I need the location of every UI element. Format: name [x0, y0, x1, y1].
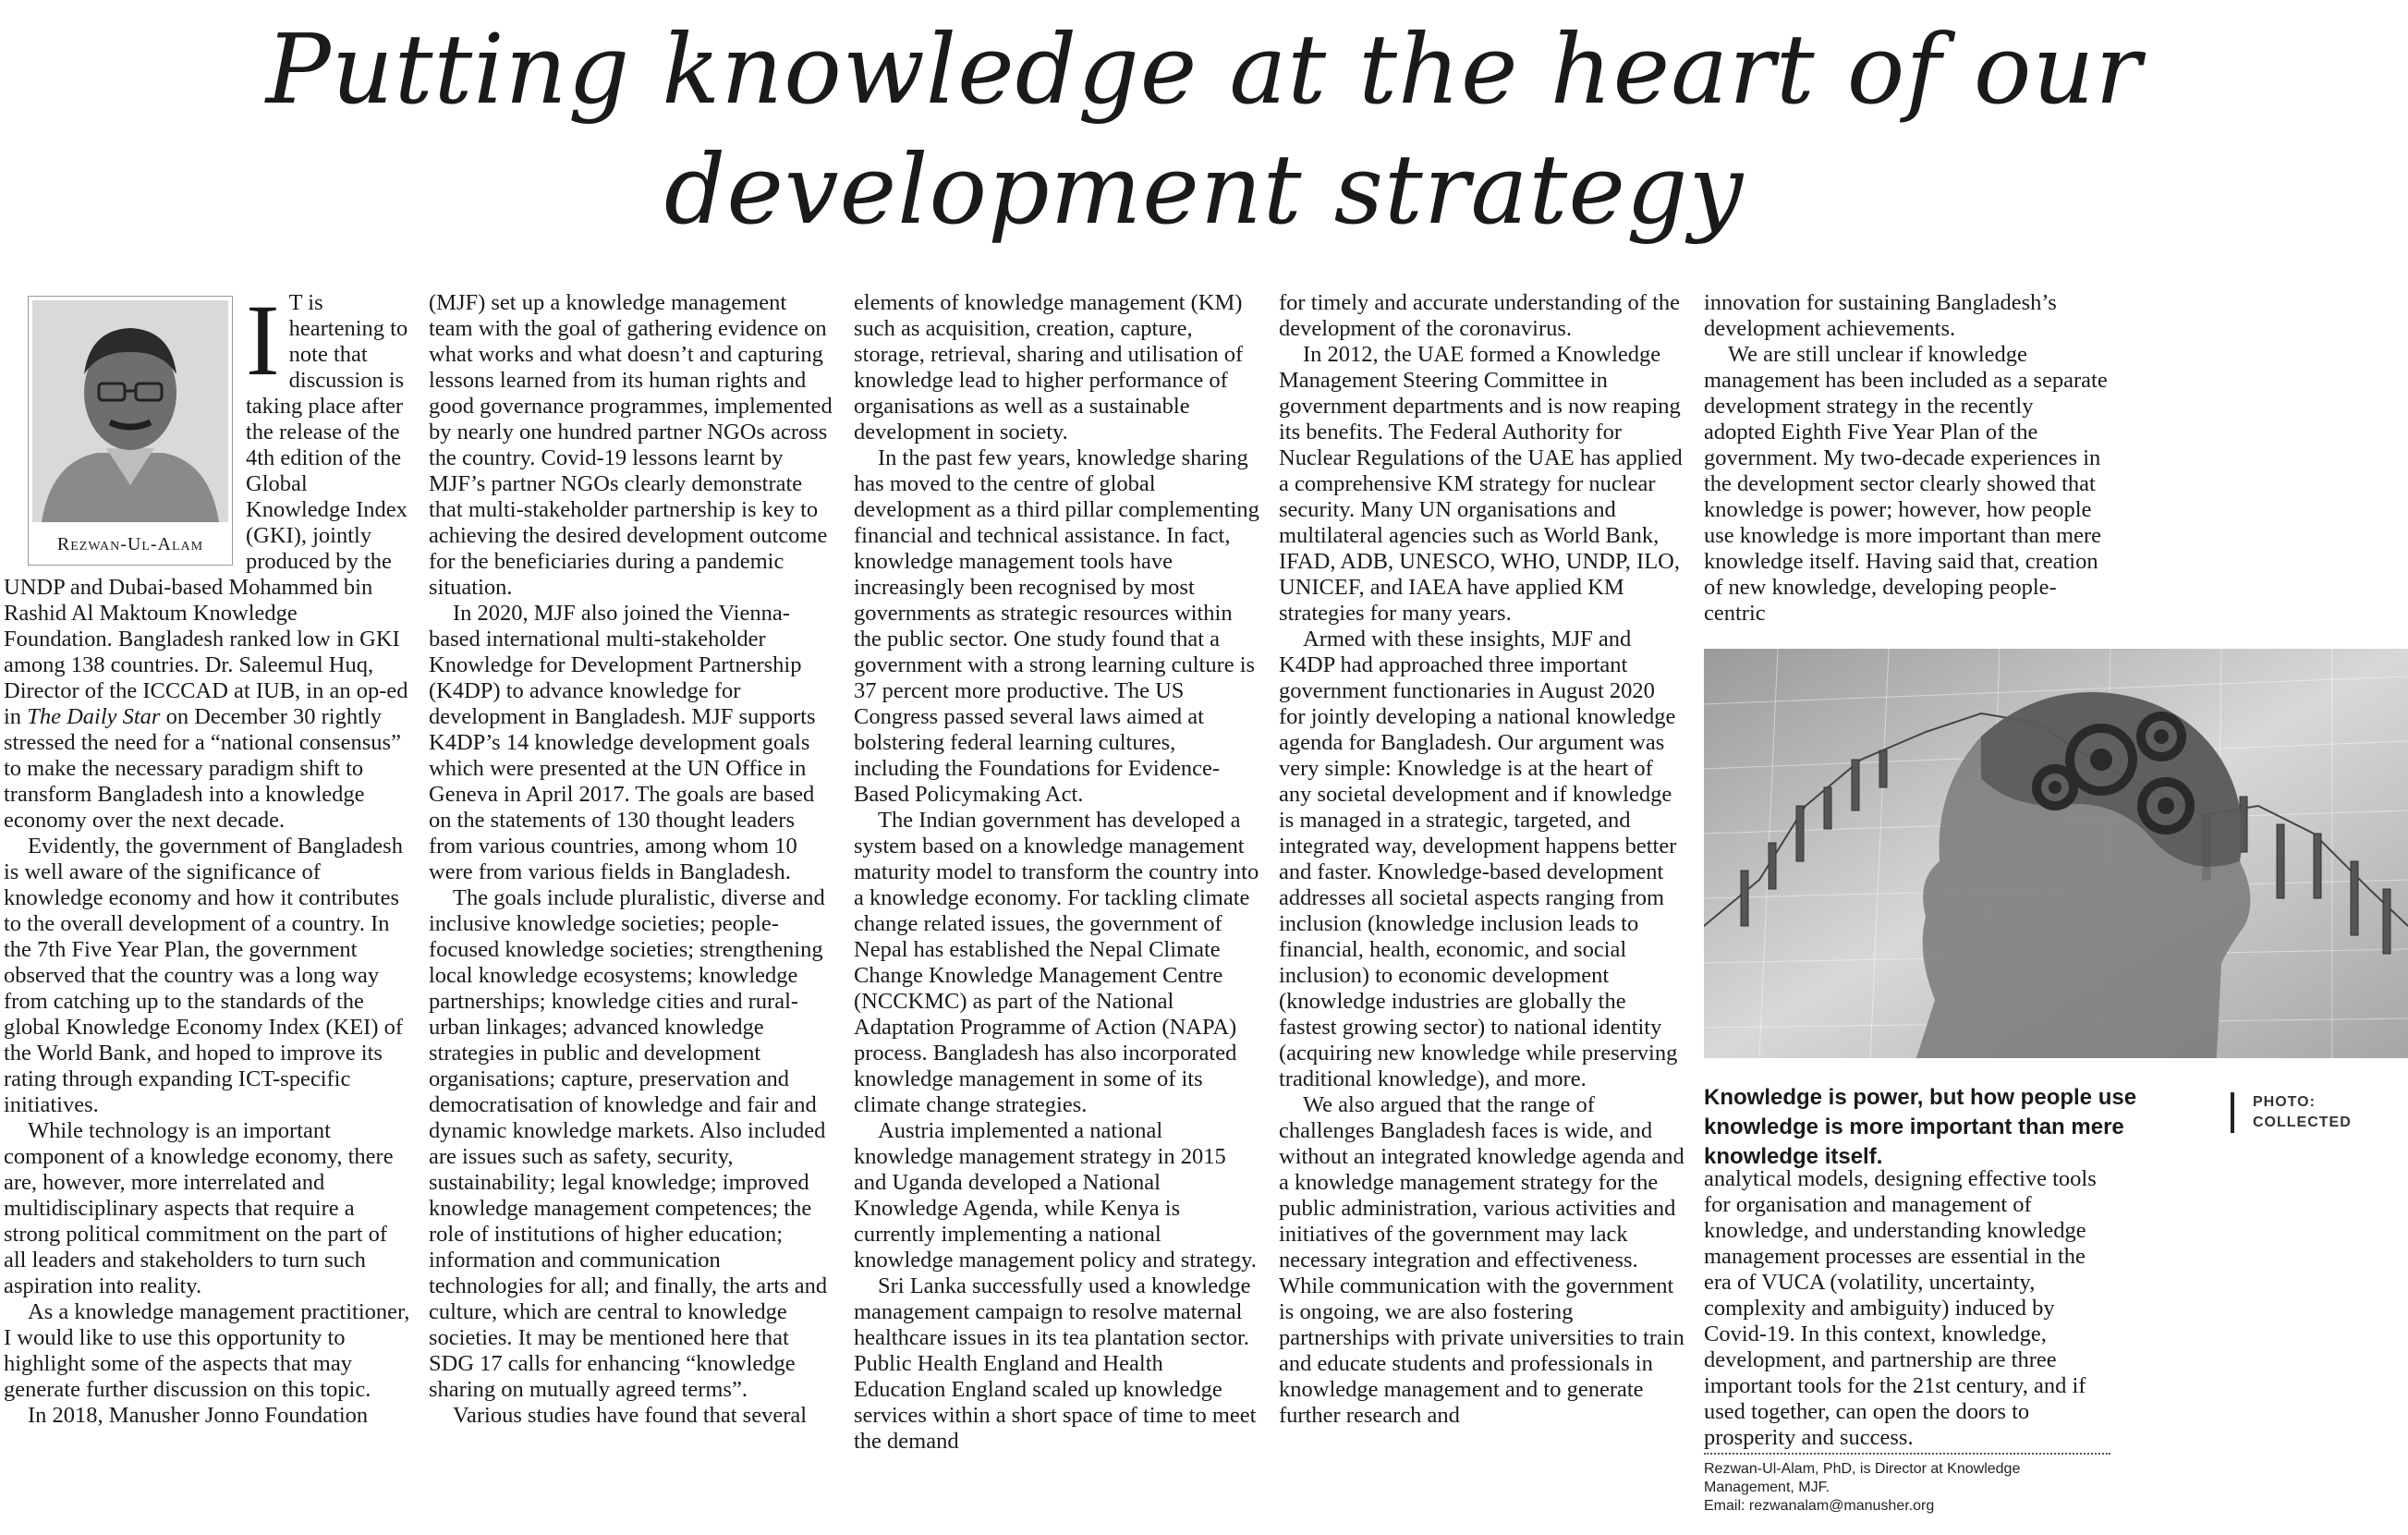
newspaper-name: The Daily Star [27, 704, 161, 729]
photo-credit [2231, 1092, 2408, 1133]
article-column-2 [429, 290, 835, 1429]
paragraph: elements of knowledge management (KM) such as acquisition, creation, capture, storage, retrieval, sharing and utilisation of knowledge lead to higher performance of organisations as well as a sustainable development in society. [854, 290, 1244, 445]
paragraph: (MJF) set up a knowledge management team with the goal of gathering evidence on what works and what doesn’t and capturing lessons learned from its human rights and good governance programmes, implemented by nearly one hundred partner NGOs across the country. Covid-19 lessons learnt by MJF’s partner NGOs clearly demonstrate that multi-stakeholder partnership is key to achieving the desired development outcome for the beneficiaries during a pandemic situation. [429, 290, 833, 600]
paragraph: The goals include pluralistic, diverse and inclusive knowledge societies; people-focused knowledge societies; strengthening local knowledge ecosystems; knowledge partnerships; knowledge cities and rural-urban linkages; advanced knowledge strategies in public and development organisations; capture, preservation and democratisation of knowledge and fair and dynamic knowledge markets. Also included are issues such as safety, security, sustainability; legal knowledge; improved knowledge management competences; the role of institutions of higher education; information and communication technologies for all; and finally, the arts and culture, which are central to knowledge societies. It may be mentioned here that SDG 17 calls for enhancing “knowledge sharing on mutually agreed terms”. [429, 885, 828, 1402]
paragraph: We also argued that the range of challenges Bangladesh faces is wide, and without an integrated knowledge agenda and a knowledge management strategy for the public administration, various activities and initiatives of the government may lack necessary integration and effectiveness. While communication with the government is ongoing, we are also fostering partnerships with private universities to train and educate students and professionals in knowledge management and to generate further research and [1279, 1092, 1684, 1428]
photo-credit-label: PHOTO: [2253, 1094, 2316, 1110]
author-portrait-icon [32, 300, 228, 522]
paragraph: for timely and accurate understanding of the development of the coronavirus. [1279, 290, 1681, 341]
headline-line-2: development strategy [663, 133, 1745, 246]
paragraph: analytical models, designing effective tools for organisation and management of knowledge, and understanding knowledge management processes are essential in the era of VUCA (volatility, uncertainty, complexity and ambiguity) induced by Covid-19. In this context, knowledge, development, and partnership are three important tools for the 21st century, and if used together, can open the doors to prosperity and success. [1704, 1166, 2097, 1450]
head-gears-chart-icon [1704, 649, 2408, 1058]
drop-cap: I [246, 284, 280, 396]
author-bio-text: Rezwan-Ul-Alam, PhD, is Director at Knowledge Management, MJF. [1704, 1461, 2021, 1495]
author-name: Rezwan-Ul-Alam [56, 534, 204, 554]
paragraph: Austria implemented a national knowledge management strategy in 2015 and Uganda developed a National Knowledge Agenda, while Kenya is currently implementing a national knowledge management policy and strategy. [854, 1118, 1257, 1273]
paragraph: In 2012, the UAE formed a Knowledge Management Steering Committee in government departments and is now reaping its benefits. The Federal Authority for Nuclear Regulations of the UAE has applied a comprehensive KM strategy for nuclear security. Many UN organisations and multilateral agencies such as World Bank, IFAD, ADB, UNESCO, WHO, UNDP, ILO, UNICEF, and IAEA have applied KM strategies for many years. [1279, 342, 1683, 626]
paragraph: While technology is an important component of a knowledge economy, there are, however, more interrelated and multidisciplinary aspects that require a strong political commitment on the part of all leaders and stakeholders to turn such aspiration into reality. [4, 1118, 394, 1298]
paragraph: In the past few years, knowledge sharing has moved to the centre of global development as a third pillar complementing financial and technical assistance. In fact, knowledge management tools have increasingly been recognised by most governments as strategic resources within the public sector. One study found that a government with a strong learning culture is 37 percent more productive. The US Congress passed several laws aimed at bolstering federal learning cultures, including the Foundations for Evidence-Based Policymaking Act. [854, 445, 1259, 807]
author-bio [1704, 1453, 2110, 1516]
image-caption: Knowledge is power, but how people use knowledge is more important than mere knowledge itself. [1704, 1085, 2137, 1169]
paragraph: Various studies have found that several [453, 1403, 808, 1428]
paragraph: We are still unclear if knowledge management has been included as a separate development strategy in the recently adopted Eighth Five Year Plan of the government. My two-decade experiences in the development sector clearly showed that knowledge is power; however, how people use knowledge is more important than mere knowledge itself. Having said that, creation of new knowledge, developing people-centric [1704, 342, 2108, 626]
headline [0, 9, 2408, 250]
paragraph: I T is heartening to note that discussion is taking place after the release of the 4th edition of the Global Knowledge Index (GKI), jointly produced by the UNDP and Dubai-based Mohammed bin Rashid Al Maktoum Knowledge Foundation. Bangladesh ranked low in GKI among 138 countries. Dr. Saleemul Huq, Director of the ICCCAD at IUB, in an op-ed in The Daily Star on December 30 rightly stressed the need for a “national consensus” to make the necessary paradigm shift to transform Bangladesh into a knowledge economy over the next decade. [4, 284, 408, 833]
paragraph: The Indian government has developed a system based on a knowledge management maturity model to transform the country into a knowledge economy. For tackling climate change related issues, the government of Nepal has established the Nepal Climate Change Knowledge Management Centre (NCCKMC) as part of the National Adaptation Programme of Action (NAPA) process. Bangladesh has also incorporated knowledge management in some of its climate change strategies. [854, 808, 1259, 1117]
article-column-1 [4, 284, 410, 1429]
photo-credit-value: COLLECTED [2253, 1115, 2352, 1130]
article-illustration [1704, 649, 2408, 1058]
headline-line-1: Putting knowledge at the heart of our [265, 13, 2143, 126]
paragraph: Evidently, the government of Bangladesh is well aware of the significance of knowledge economy and how it contributes to the overall development of a country. In the 7th Five Year Plan, the government observed that the country was a long way from catching up to the standards of the global Knowledge Economy Index (KEI) of the World Bank, and hoped to improve its rating through expanding ICT-specific initiatives. [4, 834, 404, 1117]
article-column-3 [854, 290, 1260, 1455]
paragraph: Sri Lanka successfully used a knowledge management campaign to resolve maternal healthcare issues in its tea plantation sector. Public Health England and Health Education England scaled up knowledge services within a short space of time to meet the demand [854, 1273, 1257, 1454]
paragraph: innovation for sustaining Bangladesh’s development achievements. [1704, 290, 2057, 341]
paragraph: Armed with these insights, MJF and K4DP had approached three important government functionaries in August 2020 for jointly developing a national knowledge agenda for Bangladesh. Our argument was very simple: Knowledge is at the heart of any societal development and if knowledge is managed in a strategic, targeted, and integrated way, development happens better and faster. Knowledge-based development addresses all societal aspects ranging from inclusion (knowledge inclusion leads to financial, health, economic, and social inclusion) to economic development (knowledge industries are globally the fastest growing sector) to national identity (acquiring new knowledge while preserving traditional knowledge), and more. [1279, 627, 1678, 1091]
article-column-5-continued [1704, 1166, 2110, 1451]
author-email: Email: rezwanalam@manusher.org [1704, 1498, 1935, 1514]
article-column-5 [1704, 290, 2110, 627]
paragraph: In 2018, Manusher Jonno Foundation [28, 1403, 369, 1428]
author-photo [32, 300, 228, 522]
paragraph: As a knowledge management practitioner, I would like to use this opportunity to highlight some of the aspects that may generate further discussion on this topic. [4, 1299, 410, 1402]
paragraph: In 2020, MJF also joined the Vienna-based international multi-stakeholder Knowledge for Development Partnership (K4DP) to advance knowledge for development in Bangladesh. MJF supports K4DP’s 14 knowledge development goals which were presented at the UN Office in Geneva in April 2017. The goals are based on the statements of 130 thought leaders from various countries, among whom 10 were from various fields in Bangladesh. [429, 601, 816, 884]
article-column-4 [1279, 290, 1685, 1429]
author-box [28, 296, 233, 566]
